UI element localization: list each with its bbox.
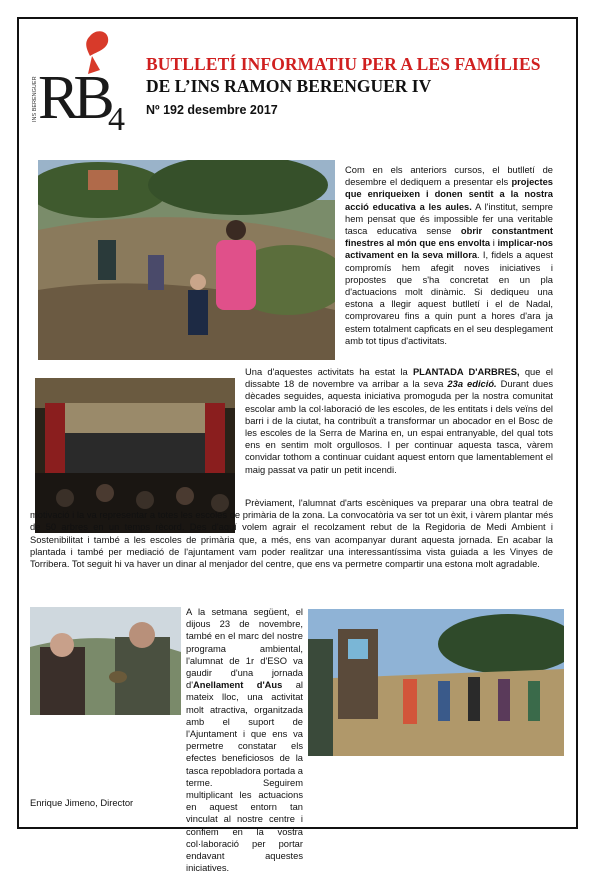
bird-ringing-paragraph: A la setmana següent, el dijous 23 de novembre, també en el marc del nostre programa ambiental, l'alumnat de 1r d'ESO va gaudir d'una jornada d'Anellament d'Aus al mateix lloc, una activitat molt atractiva, organitzada amb el suport de l'Ajuntament i que ens va permetre constatar els efectes beneficiosos de la tasca repobladora portada a terme. Seguirem multiplicant les actuacions en aquest entorn tan vinculat al nostre centre i confiem en la vostra col·laboració per portar endavant aquestes iniciatives. bbox=[186, 607, 303, 874]
title-line-2: DE L’INS RAMON BERENGUER IV bbox=[146, 76, 432, 96]
logo-side-text: INS BERENGUER bbox=[32, 76, 38, 122]
title-line-1: BUTLLETÍ INFORMATIU PER A LES FAMÍLIES bbox=[146, 54, 541, 74]
intro-paragraph: Com en els anteriors cursos, el butlletí de desembre el dediquem a presentar els projectes que enriqueixen i donen sentit a la nostra acció educativa a les aules. A l'institut, sempre hem pensat que és impossible fer una veritable tasca educativa sense obrir constantment finestres al món que ens envolta i implicar-nos activament en la seva millora. I, fidels a aquest compromís hem afegit noves iniciatives i propostes que s'ha concretat en un pla d'actuacions molt dinàmic. Si dediqueu una estona a llegir aquest butlletí i el de Nadal, comprovareu fins a quin punt a hores d'ara ja estem totalment capficats en el seu desplegament amb tot tipus d'activitats. bbox=[345, 165, 554, 346]
preparation-paragraph: Prèviament, l'alumnat d'arts escèniques va preparar una obra teatral de motivació i la va representar a totes les escoles de primària de la zona. La convocatòria va ser tot un èxit, i vàrem plantar més de 50 arbres en un temps rècord. Des d'aquí volem agrair el recolzament rebut de la Regidoria de Medi Ambient i Sostenibilitat i també a les escoles de primària que, a més, ens van acompanyar durant aquesta jornada. En acabar la plantada i també per mediació de l'ajuntament vam poder realitzar una interessantíssima vista guiada a les Vinyes de Torribera. Tot seguit hi va haver un dinar al menjador del centre, que ens va permetre compartir una estona molt agradable. bbox=[30, 498, 553, 570]
signature: Enrique Jimeno, Director bbox=[30, 797, 134, 808]
tree-planting-paragraph: Una d'aquestes activitats ha estat la PLANTADA D'ARBRES, que el dissabte 18 de novembre va arribar a la seva 23a edició. Durant dues dècades seguides, aquesta iniciativa promoguda per la nostra comunitat escolar amb la col·laboració de les escoles, de les entitats i dels veïns del barri i de la ciutat, ha contribuït a transformar un abocador en el Bosc de les escoles de la Serra de Marina en, un espai entranyable, del qual tots ens en sentim molt orgullosos. I per continuar aquesta tasca, vàrem convidar tothom a continuar cuidant aquest entorn que lamentablement el maig passat va patir un petit incendi. bbox=[245, 367, 553, 475]
photo-vineyard-visit bbox=[308, 609, 564, 756]
school-logo bbox=[30, 30, 130, 130]
svg-text:4: 4 bbox=[108, 101, 125, 130]
photo-bird-ringing bbox=[30, 607, 181, 715]
issue-number: Nº 192 desembre 2017 bbox=[146, 103, 278, 117]
svg-text:RB: RB bbox=[38, 64, 109, 130]
photo-tree-planting bbox=[38, 160, 335, 360]
